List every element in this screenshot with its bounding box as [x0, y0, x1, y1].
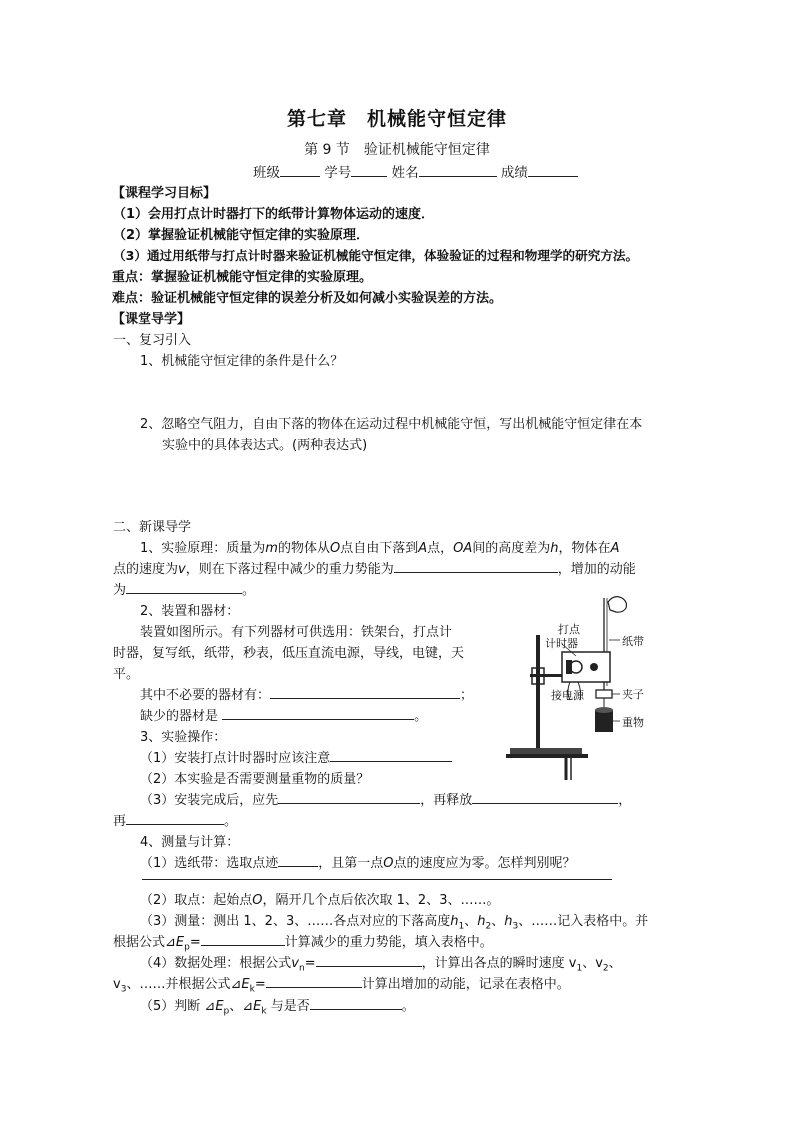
kinetic-energy-blank[interactable]	[126, 580, 242, 594]
text: 为	[113, 583, 127, 598]
page-title: 第七章 机械能守恒定律	[286, 108, 507, 130]
id-field[interactable]	[351, 163, 387, 177]
text: 间的高度差为	[472, 541, 551, 556]
text: 。	[242, 583, 256, 598]
score-label: 成绩	[500, 165, 528, 181]
operation-heading: 3、实验操作：	[140, 730, 227, 745]
review-question-1: 1、机械能守恒定律的条件是什么？	[140, 354, 344, 369]
measure-3-cont: 根据公式$⊿E_p=$ 计算减少的重力势能，填入表格中。	[113, 931, 493, 953]
class-field[interactable]	[280, 163, 320, 177]
symbol-oa: OA	[453, 541, 473, 556]
text: 点，	[427, 541, 454, 556]
stand-base	[510, 748, 582, 754]
text: （1）安装打点计时器时应该注意	[140, 751, 331, 766]
measure-4: （4）数据处理：根据公式$v_n=$ ，计算出各点的瞬时速度 $v_1$、$v_2$、	[140, 952, 622, 974]
figure-label-power: 接电源	[551, 689, 584, 702]
apparatus-figure	[496, 590, 666, 780]
text: ，再释放	[420, 793, 473, 808]
hand-icon	[608, 597, 627, 613]
text: （1）选纸带：选取点迹	[140, 856, 279, 871]
clamp	[596, 690, 612, 698]
measure-3: （3）测量：测出 1、2、3、……各点对应的下落高度$h_1$、$h_2$、$h_3$、……记入表格中。并	[140, 914, 649, 932]
text: 点的速度应为零。怎样判别呢？	[393, 856, 576, 871]
measure-1	[140, 852, 576, 871]
text: （2）取点：起始点	[140, 893, 253, 908]
velocity-formula-blank[interactable]	[316, 953, 422, 967]
text: ，则在下落过程中减少的重力势能为	[185, 562, 394, 577]
text: 与是否	[270, 999, 310, 1014]
potential-formula-blank[interactable]	[201, 932, 285, 946]
symbol-o: O	[252, 893, 263, 908]
page-subtitle: 第 9 节 验证机械能守恒定律	[304, 142, 490, 158]
measure-2	[140, 889, 499, 908]
figure-label-weight: 重物	[622, 716, 644, 729]
text: 。	[224, 814, 238, 829]
operation-3-blank-3[interactable]	[126, 811, 224, 825]
text: 根据公式	[113, 935, 166, 950]
measure-heading: 4、测量与计算：	[140, 835, 240, 850]
measure-1-answer-line[interactable]	[142, 879, 612, 880]
name-field[interactable]	[419, 163, 497, 177]
student-info-line	[253, 161, 578, 181]
text: 的物体从	[277, 541, 330, 556]
text: （4）数据处理：根据公式	[140, 956, 292, 971]
operation-3-cont	[113, 810, 237, 829]
operation-3-blank-1[interactable]	[278, 790, 420, 804]
goal-item: （3）通过用纸带与打点计时器来验证机械能守恒定律，体验验证的过程和物理学的研究方法。	[113, 248, 639, 263]
text: ，计算出各点的瞬时速度	[421, 956, 565, 971]
text: ；	[460, 688, 474, 703]
operation-1	[140, 747, 452, 766]
symbol-h: h	[550, 541, 559, 556]
text: 再	[113, 814, 127, 829]
text: 缺少的器材是	[140, 709, 219, 724]
text: 计算减少的重力势能，填入表格中。	[284, 935, 493, 950]
text: 点自由下落到	[340, 541, 419, 556]
operation-3	[140, 789, 631, 808]
text: ，隔开几个点后依次取 1、2、3、……。	[262, 893, 500, 908]
potential-energy-blank[interactable]	[394, 559, 558, 573]
apparatus-heading: 2、装置和器材：	[140, 604, 240, 619]
apparatus-text-1: 装置如图所示。有下列器材可供选用：铁架台，打点计	[140, 625, 453, 640]
difficulty-point: 难点：验证机械能守恒定律的误差分析及如何减小实验误差的方法。	[112, 291, 503, 306]
goal-item: （1）会用打点计时器打下的纸带计算物体运动的速度．	[113, 207, 435, 222]
goals-heading: 【课程学习目标】	[112, 186, 217, 201]
operation-3-blank-2[interactable]	[472, 790, 618, 804]
unneeded-blank[interactable]	[270, 685, 460, 699]
measure-4-cont: $v_3$、……并根据公式$⊿E_k=$ 计算出增加的动能，记录在表格中。	[113, 973, 570, 995]
symbol-a: A	[610, 541, 620, 556]
text: 计算出增加的动能，记录在表格中。	[361, 977, 570, 992]
review-heading: 一、复习引入	[113, 333, 192, 348]
text: （3）测量：测出 1、2、3、……各点对应的下落高度	[140, 914, 451, 929]
kinetic-formula-blank[interactable]	[266, 974, 362, 988]
text: ，增加的动能	[557, 562, 636, 577]
missing-blank[interactable]	[222, 706, 414, 720]
symbol-o: O	[383, 856, 394, 871]
guide-heading: 【课堂导学】	[112, 312, 191, 327]
symbol-v: v	[178, 562, 186, 577]
text: ，物体在	[558, 541, 611, 556]
text: ……记入表格中。并	[531, 914, 649, 929]
id-label: 学号	[324, 165, 352, 181]
review-question-2-cont: 实验中的具体表达式。(两种表达式)	[162, 438, 368, 453]
text: 点的速度为	[113, 562, 179, 577]
score-field[interactable]	[528, 163, 578, 177]
text: 其中不必要的器材有：	[140, 688, 271, 703]
compare-blank[interactable]	[310, 996, 402, 1010]
goal-item: （2）掌握验证机械能守恒定律的实验原理．	[113, 228, 370, 243]
operation-1-blank[interactable]	[330, 748, 452, 762]
figure-label-clamp: 夹子	[622, 688, 644, 701]
apparatus-text-3: 平。	[113, 667, 140, 682]
text: 1、实验原理：质量为	[140, 541, 266, 556]
figure-label-timer-1: 打点	[558, 623, 580, 636]
principle-line-1	[140, 537, 619, 556]
missing-line	[140, 705, 427, 724]
text: （3）安装完成后，应先	[140, 793, 279, 808]
weight	[595, 710, 613, 732]
symbol-o: O	[329, 541, 341, 556]
measure-1-blank[interactable]	[278, 853, 318, 867]
text: （5）判断	[140, 999, 201, 1014]
apparatus-text-2: 时器，复写纸，纸带，秒表，低压直流电源，导线，电键，天	[113, 646, 465, 661]
symbol-a: A	[418, 541, 428, 556]
key-point: 重点：掌握验证机械能守恒定律的实验原理。	[112, 270, 373, 285]
principle-line-2	[113, 558, 636, 577]
unneeded-line	[140, 684, 473, 703]
text: 。	[401, 999, 415, 1014]
stand-pole	[536, 635, 540, 750]
name-label: 姓名	[391, 165, 419, 181]
figure-label-timer-2: 计时器	[545, 637, 578, 650]
principle-line-3	[113, 579, 255, 598]
new-heading: 二、新课导学	[113, 520, 192, 535]
review-question-2: 2、忽略空气阻力，自由下落的物体在运动过程中机械能守恒，写出机械能守恒定律在本	[140, 417, 643, 432]
figure-label-tape: 纸带	[622, 635, 644, 648]
measure-5: （5）判断 $⊿E_p$、$⊿E_k$ 与是否 。	[140, 995, 415, 1017]
text: ……并根据公式	[139, 977, 231, 992]
symbol-m: m	[265, 541, 278, 556]
text: 。	[414, 709, 428, 724]
text: ，且第一点	[318, 856, 384, 871]
text: ，	[618, 793, 632, 808]
operation-2: （2）本实验是否需要测量重物的质量？	[140, 772, 370, 787]
class-label: 班级	[253, 165, 280, 181]
